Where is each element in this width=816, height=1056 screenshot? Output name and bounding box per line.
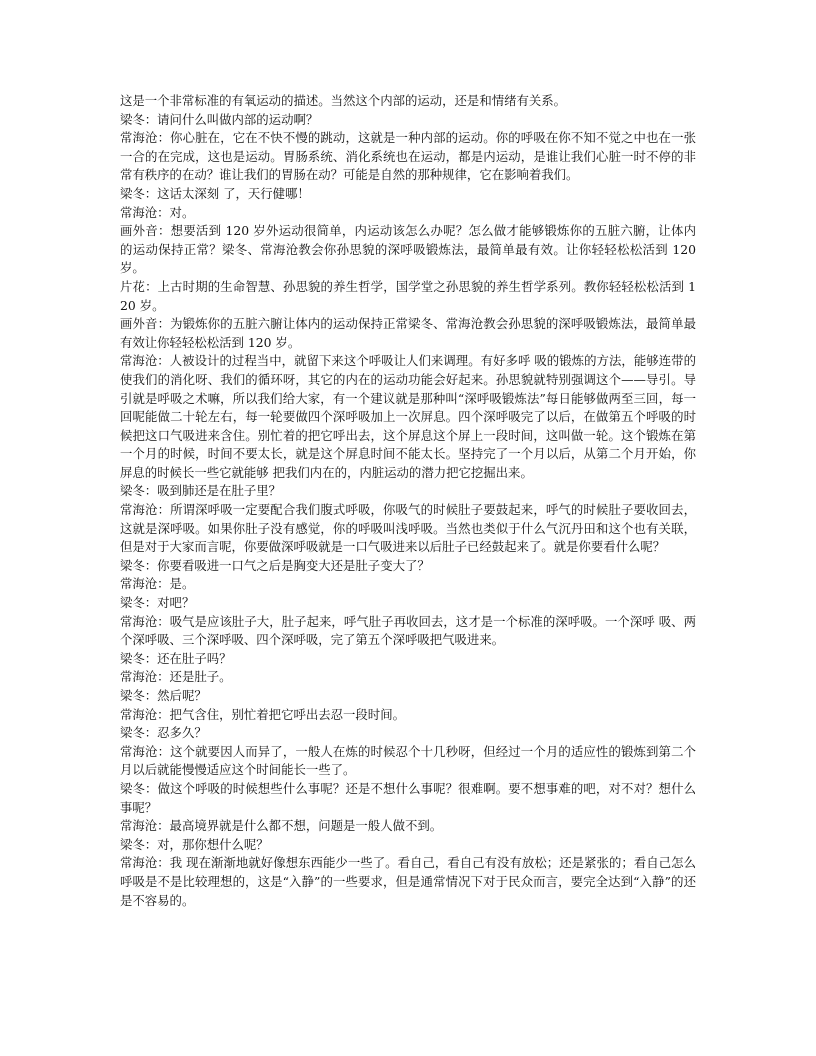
- dialogue-line: 梁冬：忍多久？: [120, 725, 207, 741]
- dialogue-line: 常海沧：你心脏在，它在不快不慢的跳动，这就是一种内部的运动。你的呼吸在你不知不觉之中也在一张一合的在完成，这也是运动。胃肠系统、消化系统也在运动，都是内运动，是谁让我们心脏一时不停的非常有秩序的在动？谁让我们的胃肠在动？可能是自然的那种规律，它在影响着我们。: [120, 130, 696, 183]
- dialogue-line: 常海沧：把气含住，别忙着把它呼出去忍一段时间。: [120, 706, 405, 722]
- dialogue-line: 常海沧：吸气是应该肚子大，肚子起来，呼气肚子再收回去，这才是一个标准的深呼吸。一个深呼 吸、两个深呼吸、三个深呼吸、四个深呼吸，完了第五个深呼吸把气吸进来。: [120, 613, 696, 648]
- dialogue-line: 梁冬：对吧？: [120, 595, 195, 611]
- dialogue-line: 常海沧：还是肚子。: [120, 669, 232, 685]
- document-body: [120, 92, 696, 910]
- dialogue-line: 常海沧：人被设计的过程当中，就留下来这个呼吸让人们来调理。有好多呼 吸的锻炼的方法，能够连带的使我们的消化呀、我们的循环呀，其它的内在的运动功能会好起来。孙思貌就特别强调这个——导引。导引就是呼吸之术嘛，所以我们给大家，有一个建议就是那种叫“深呼吸锻炼法”每日能够做两至三回，每一回呢能做二十轮左右，每一轮要做四个深呼吸加上一次屏息。四个深呼吸完了以后，在做第五个呼吸的时候把这口气吸进来含住。别忙着的把它呼出去，这个屏息这个屏上一段时间，这叫做一轮。这个锻炼在第一个月的时候，时间不要太长，就是这个屏息时间不能太长。坚持完了一个月以后，从第二个月开始，你屏息的时候长一些它就能够 把我们内在的，内脏运动的潜力把它挖掘出来。: [120, 353, 696, 480]
- voiceover-paragraph: 画外音：为锻炼你的五脏六腑让体内的运动保持正常梁冬、常海沧教会孙思貌的深呼吸锻炼法，最简单最有效让你轻轻松松活到 120 岁。: [120, 316, 696, 350]
- dialogue-line: 常海沧：是。: [120, 576, 195, 592]
- dialogue-line: 梁冬：请问什么叫做内部的运动啊？: [120, 111, 319, 127]
- dialogue-line: 梁冬：吸到肺还是在肚子里？: [120, 483, 282, 499]
- paragraph-intro: 这是一个非常标准的有氧运动的描述。当然这个内部的运动，还是和情绪有关系。: [120, 93, 567, 108]
- dialogue-line: 梁冬：做这个呼吸的时候想些什么事呢？还是不想什么事呢？很难啊。要不想事难的吧，对不对？想什么事呢？: [120, 780, 696, 815]
- dialogue-line: 常海沧：我 现在渐渐地就好像想东西能少一些了。看自己，看自己有没有放松；还是紧张的；看自己怎么呼吸是不是比较理想的，这是“入静”的一些要求，但是通常情况下对于民众而言，要完全达到“入静”的还是不容易的。: [120, 855, 696, 908]
- dialogue-line: 常海沧：最高境界就是什么都不想，问题是一般人做不到。: [120, 818, 443, 834]
- dialogue-line: 梁冬：还在肚子吗？: [120, 650, 232, 666]
- dialogue-line: 梁冬：然后呢？: [120, 688, 207, 703]
- dialogue-line: 梁冬：这话太深刻 了，天行健哪！: [120, 185, 310, 201]
- dialogue-line: 常海沧：对。: [120, 204, 195, 220]
- dialogue-line: 梁冬：对，那你想什么呢？: [120, 836, 269, 852]
- promo-paragraph: 片花：上古时期的生命智慧、孙思貌的养生哲学，国学堂之孙思貌的养生哲学系列。教你轻轻松松活到 120 岁。: [120, 278, 696, 313]
- dialogue-line: 常海沧：所谓深呼吸一定要配合我们腹式呼吸，你吸气的时候肚子要鼓起来，呼气的时候肚子要收回去，这就是深呼吸。如果你肚子没有感觉，你的呼吸叫浅呼吸。当然也类似于什么气沉丹田和这个也有关联，但是对于大家而言呢，你要做深呼吸就是一口气吸进来以后肚子已经鼓起来了。就是你要看什么呢？: [120, 502, 696, 555]
- dialogue-line: 梁冬：你要看吸进一口气之后是胸变大还是肚子变大了？: [120, 557, 430, 573]
- voiceover-paragraph: 画外音：想要活到 120 岁外运动很简单，内运动该怎么办呢？怎么做才能够锻炼你的五脏六腑，让体内的运动保持正常？梁冬、常海沧教会你孙思貌的深呼吸锻炼法，最简单最有效。让你轻轻松松活到 120 岁。: [120, 223, 696, 276]
- dialogue-line: 常海沧：这个就要因人而异了，一般人在炼的时候忍个十几秒呀，但经过一个月的适应性的锻炼到第二个月以后就能慢慢适应这个时间能长一些了。: [120, 743, 696, 778]
